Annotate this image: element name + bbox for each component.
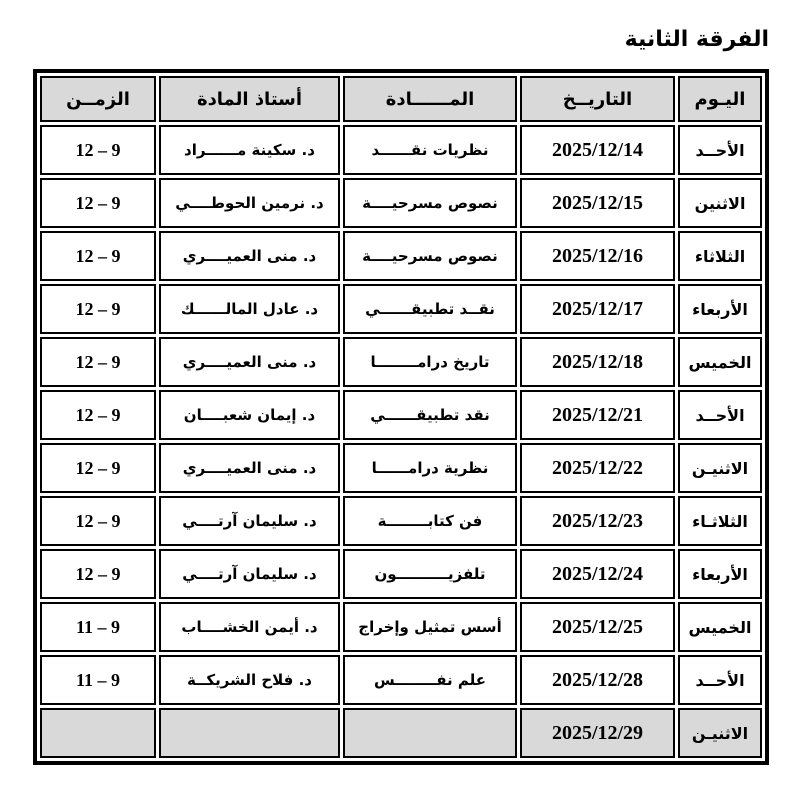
subject-cell: تلفزيــــــــــون xyxy=(343,549,517,599)
subject-cell: علم نفــــــــس xyxy=(343,655,517,705)
subject-cell xyxy=(343,708,517,758)
time-cell: 9 – 11 xyxy=(40,655,156,705)
schedule-table-frame xyxy=(33,69,769,765)
table-row xyxy=(40,337,762,387)
professor-cell: د. إيمان شعبــــان xyxy=(159,390,340,440)
table-body xyxy=(40,125,762,758)
day-cell: الأربعاء xyxy=(678,284,762,334)
date-cell: 2025/12/14 xyxy=(520,125,675,175)
professor-cell: د. منى العميــــري xyxy=(159,443,340,493)
subject-cell: فن كتابــــــــة xyxy=(343,496,517,546)
time-cell: 9 – 12 xyxy=(40,390,156,440)
date-cell: 2025/12/24 xyxy=(520,549,675,599)
subject-cell: نظريات نقــــــد xyxy=(343,125,517,175)
table-row xyxy=(40,178,762,228)
day-cell: الخميس xyxy=(678,337,762,387)
date-cell: 2025/12/29 xyxy=(520,708,675,758)
subject-cell: نقــد تطبيقــــــي xyxy=(343,284,517,334)
table-row xyxy=(40,708,762,758)
table-row xyxy=(40,549,762,599)
day-cell: الأربعاء xyxy=(678,549,762,599)
professor-cell: د. منى العميــــري xyxy=(159,337,340,387)
table-row xyxy=(40,390,762,440)
subject-cell: نصوص مسرحيــــة xyxy=(343,178,517,228)
table-row xyxy=(40,443,762,493)
date-cell: 2025/12/15 xyxy=(520,178,675,228)
time-cell: 9 – 12 xyxy=(40,231,156,281)
day-cell: الأحــد xyxy=(678,125,762,175)
table-row xyxy=(40,284,762,334)
header-time: الزمــن xyxy=(40,76,156,122)
day-cell: الأحــد xyxy=(678,655,762,705)
header-subject: المــــــادة xyxy=(343,76,517,122)
page-title: الفرقة الثانية xyxy=(624,27,769,52)
header-date: التاريــخ xyxy=(520,76,675,122)
subject-cell: نظرية درامــــــا xyxy=(343,443,517,493)
date-cell: 2025/12/28 xyxy=(520,655,675,705)
header-row xyxy=(40,76,762,122)
date-cell: 2025/12/23 xyxy=(520,496,675,546)
date-cell: 2025/12/16 xyxy=(520,231,675,281)
day-cell: الاثنيـن xyxy=(678,443,762,493)
time-cell: 9 – 11 xyxy=(40,602,156,652)
time-cell: 9 – 12 xyxy=(40,284,156,334)
table-row xyxy=(40,496,762,546)
date-cell: 2025/12/22 xyxy=(520,443,675,493)
professor-cell: د. منى العميــــري xyxy=(159,231,340,281)
time-cell: 9 – 12 xyxy=(40,549,156,599)
header-day: اليـوم xyxy=(678,76,762,122)
time-cell xyxy=(40,708,156,758)
time-cell: 9 – 12 xyxy=(40,178,156,228)
date-cell: 2025/12/17 xyxy=(520,284,675,334)
day-cell: الخميس xyxy=(678,602,762,652)
professor-cell: د. سكينة مــــــراد xyxy=(159,125,340,175)
subject-cell: أسس تمثيل وإخراج xyxy=(343,602,517,652)
professor-cell: د. سليمان آرتــــي xyxy=(159,549,340,599)
day-cell: الاثنيـن xyxy=(678,708,762,758)
date-cell: 2025/12/18 xyxy=(520,337,675,387)
professor-cell: د. فلاح الشريكــة xyxy=(159,655,340,705)
subject-cell: تاريخ درامــــــــا xyxy=(343,337,517,387)
table-row xyxy=(40,602,762,652)
date-cell: 2025/12/21 xyxy=(520,390,675,440)
day-cell: الاثنين xyxy=(678,178,762,228)
table-row xyxy=(40,125,762,175)
professor-cell: د. عادل المالــــــك xyxy=(159,284,340,334)
day-cell: الأحــد xyxy=(678,390,762,440)
day-cell: الثلاثـاء xyxy=(678,496,762,546)
table-row xyxy=(40,655,762,705)
professor-cell: د. نرمين الحوطــــي xyxy=(159,178,340,228)
table-row xyxy=(40,231,762,281)
subject-cell: نقد تطبيقــــــي xyxy=(343,390,517,440)
time-cell: 9 – 12 xyxy=(40,496,156,546)
time-cell: 9 – 12 xyxy=(40,443,156,493)
time-cell: 9 – 12 xyxy=(40,125,156,175)
time-cell: 9 – 12 xyxy=(40,337,156,387)
professor-cell: د. أيمن الخشــــاب xyxy=(159,602,340,652)
header-professor: أستاذ المادة xyxy=(159,76,340,122)
schedule-table xyxy=(37,73,765,761)
day-cell: الثلاثاء xyxy=(678,231,762,281)
professor-cell: د. سليمان آرتــــي xyxy=(159,496,340,546)
professor-cell xyxy=(159,708,340,758)
date-cell: 2025/12/25 xyxy=(520,602,675,652)
subject-cell: نصوص مسرحيــــة xyxy=(343,231,517,281)
